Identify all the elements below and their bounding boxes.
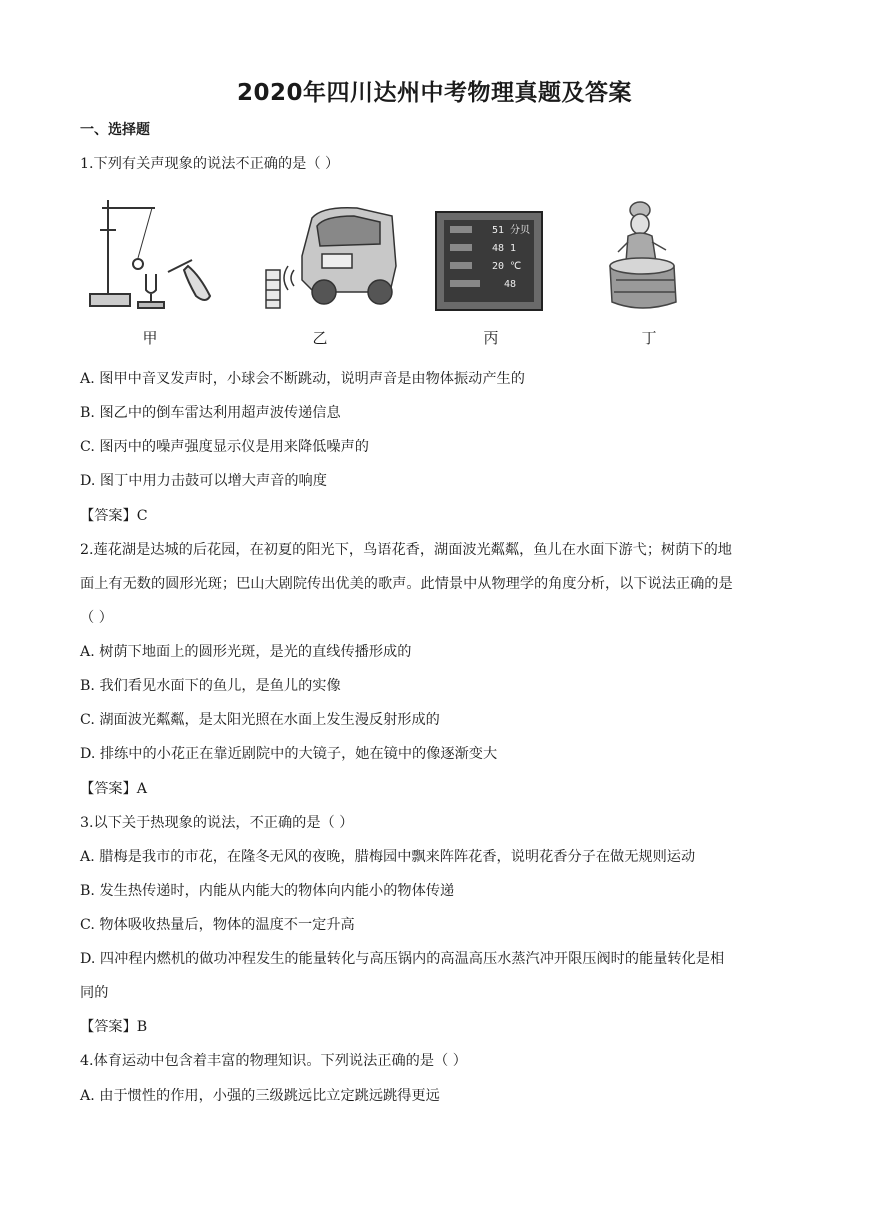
q2-stem-line-3: （ ） xyxy=(80,610,113,626)
q3-option-a: A. 腊梅是我市的市花，在隆冬无风的夜晚，腊梅园中飘来阵阵花香，说明花香分子在做无规则运动 xyxy=(80,849,696,865)
q1-option-a: A. 图甲中音叉发声时，小球会不断跳动，说明声音是由物体振动产生的 xyxy=(80,371,525,387)
q1-option-b: B. 图乙中的倒车雷达利用超声波传递信息 xyxy=(80,405,341,421)
drum-figure xyxy=(604,196,690,316)
page-title: 2020年四川达州中考物理真题及答案 xyxy=(236,80,632,106)
q2-option-c: C. 湖面波光粼粼，是太阳光照在水面上发生漫反射形成的 xyxy=(80,712,440,728)
q3-answer: 【答案】B xyxy=(80,1019,148,1035)
noise-reading-1: 51 分贝 xyxy=(492,225,531,236)
q2-option-a: A. 树荫下地面上的圆形光斑，是光的直线传播形成的 xyxy=(80,644,412,660)
noise-reading-4: 48 xyxy=(504,279,517,290)
q2-option-d: D. 排练中的小花正在靠近剧院中的大镜子，她在镜中的像逐渐变大 xyxy=(80,746,498,762)
q4-option-a: A. 由于惯性的作用，小强的三级跳远比立定跳远跳得更远 xyxy=(80,1088,440,1104)
q1-option-c: C. 图丙中的噪声强度显示仪是用来降低噪声的 xyxy=(80,439,369,455)
figure-label-yi: 乙 xyxy=(312,329,328,347)
section-heading: 一、选择题 xyxy=(80,122,150,138)
q2-answer: 【答案】A xyxy=(80,781,147,797)
figure-label-jia: 甲 xyxy=(142,329,158,347)
figure-label-bing: 丙 xyxy=(483,329,499,347)
q2-stem-line-1: 2.莲花湖是达城的后花园，在初夏的阳光下，鸟语花香，湖面波光粼粼，鱼儿在水面下游弋；树荫下的地 xyxy=(80,542,732,558)
q1-answer: 【答案】C xyxy=(80,508,148,524)
q3-option-b: B. 发生热传递时，内能从内能大的物体向内能小的物体传递 xyxy=(80,883,455,899)
noise-reading-2: 48 1 xyxy=(492,243,517,254)
q3-stem: 3.以下关于热现象的说法，不正确的是（ ） xyxy=(80,815,354,831)
q3-option-c: C. 物体吸收热量后，物体的温度不一定升高 xyxy=(80,917,355,933)
q1-option-d: D. 图丁中用力击鼓可以增大声音的响度 xyxy=(80,473,327,489)
q3-option-d: D. 四冲程内燃机的做功冲程发生的能量转化与高压锅内的高温高压水蒸汽冲开限压阀时的能量转化是相 xyxy=(80,951,725,967)
tuning-fork-figure xyxy=(80,196,230,321)
q4-stem: 4.体育运动中包含着丰富的物理知识。下列说法正确的是（ ） xyxy=(80,1053,467,1069)
q1-stem: 1.下列有关声现象的说法不正确的是（ ） xyxy=(80,156,340,172)
car-radar-figure xyxy=(262,196,402,318)
q3-option-d-continued: 同的 xyxy=(80,985,109,1001)
q2-stem-line-2: 面上有无数的圆形光斑；巴山大剧院传出优美的歌声。此情景中从物理学的角度分析，以下说法正确的是 xyxy=(80,576,733,592)
noise-reading-3: 20 ℃ xyxy=(492,261,522,272)
figure-label-ding: 丁 xyxy=(641,329,657,347)
q2-option-b: B. 我们看见水面下的鱼儿，是鱼儿的实像 xyxy=(80,678,341,694)
noise-display-figure xyxy=(434,196,546,316)
